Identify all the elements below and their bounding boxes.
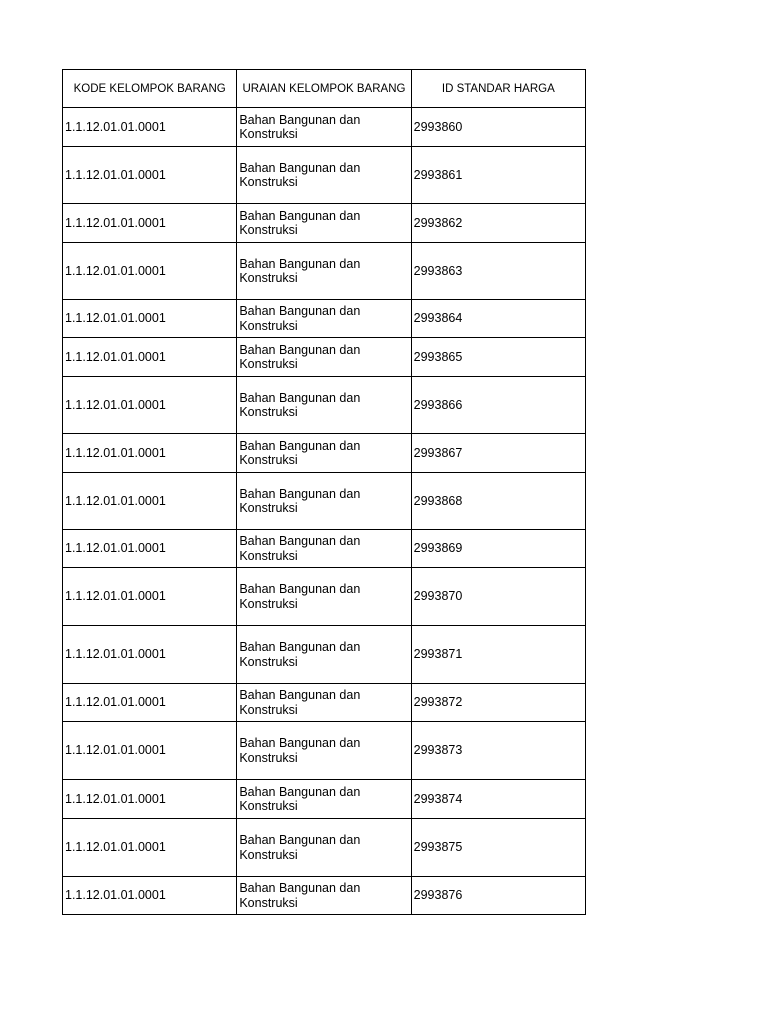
cell-uraian-kelompok-barang: [237, 877, 411, 915]
uraian-line-1: Bahan Bangunan dan: [239, 582, 361, 596]
uraian-line-2: Konstruksi: [239, 654, 298, 669]
cell-id-standar-harga: 2993863: [411, 243, 585, 300]
uraian-line-2: Konstruksi: [239, 318, 298, 333]
cell-id-standar-harga: 2993869: [411, 530, 585, 568]
cell-id-standar-harga: 2993862: [411, 204, 585, 243]
cell-uraian-kelompok-barang: [237, 780, 411, 819]
uraian-line-2: Konstruksi: [239, 596, 298, 611]
cell-id-standar-harga: 2993871: [411, 626, 585, 684]
cell-id-standar-harga: 2993867: [411, 434, 585, 473]
table-row: [63, 434, 586, 473]
uraian-line-2: Konstruksi: [239, 405, 298, 419]
uraian-line-2: Konstruksi: [239, 501, 298, 515]
table-row: [63, 300, 586, 338]
header-row: [63, 70, 586, 108]
uraian-line-2: Konstruksi: [239, 895, 298, 910]
cell-uraian-kelompok-barang: [237, 300, 411, 338]
uraian-line-2: Konstruksi: [239, 453, 298, 467]
cell-uraian-kelompok-barang: [237, 819, 411, 877]
uraian-line-2: Konstruksi: [239, 357, 298, 371]
cell-id-standar-harga: 2993876: [411, 877, 585, 915]
cell-kode-kelompok-barang: 1.1.12.01.01.0001: [63, 377, 237, 434]
uraian-line-1: Bahan Bangunan dan: [239, 640, 361, 654]
cell-uraian-kelompok-barang: [237, 147, 411, 204]
cell-uraian-kelompok-barang: [237, 204, 411, 243]
table-row: [63, 530, 586, 568]
uraian-line-1: Bahan Bangunan dan: [239, 438, 361, 453]
table-row: [63, 722, 586, 780]
table-header: [63, 70, 586, 108]
table-row: [63, 819, 586, 877]
cell-kode-kelompok-barang: 1.1.12.01.01.0001: [63, 568, 237, 626]
uraian-line-2: Konstruksi: [239, 548, 298, 563]
table-row: [63, 684, 586, 722]
cell-uraian-kelompok-barang: [237, 684, 411, 722]
uraian-line-1: Bahan Bangunan dan: [239, 112, 361, 127]
cell-uraian-kelompok-barang: [237, 108, 411, 147]
cell-uraian-kelompok-barang: [237, 377, 411, 434]
cell-id-standar-harga: 2993874: [411, 780, 585, 819]
cell-id-standar-harga: 2993861: [411, 147, 585, 204]
uraian-line-1: Bahan Bangunan dan: [239, 304, 361, 318]
cell-kode-kelompok-barang: 1.1.12.01.01.0001: [63, 338, 237, 377]
uraian-line-1: Bahan Bangunan dan: [239, 534, 361, 548]
uraian-line-1: Bahan Bangunan dan: [239, 160, 361, 175]
header-kode-kelompok-barang: KODE KELOMPOK BARANG: [63, 70, 237, 108]
cell-kode-kelompok-barang: 1.1.12.01.01.0001: [63, 780, 237, 819]
table-row: [63, 147, 586, 204]
cell-uraian-kelompok-barang: [237, 434, 411, 473]
table-row: [63, 377, 586, 434]
uraian-line-1: Bahan Bangunan dan: [239, 486, 361, 501]
cell-id-standar-harga: 2993875: [411, 819, 585, 877]
cell-kode-kelompok-barang: 1.1.12.01.01.0001: [63, 530, 237, 568]
cell-id-standar-harga: 2993870: [411, 568, 585, 626]
uraian-line-1: Bahan Bangunan dan: [239, 208, 361, 223]
cell-kode-kelompok-barang: 1.1.12.01.01.0001: [63, 243, 237, 300]
uraian-line-2: Konstruksi: [239, 223, 298, 237]
table-row: [63, 568, 586, 626]
uraian-line-1: Bahan Bangunan dan: [239, 688, 361, 702]
uraian-line-1: Bahan Bangunan dan: [239, 833, 361, 847]
cell-kode-kelompok-barang: 1.1.12.01.01.0001: [63, 108, 237, 147]
cell-id-standar-harga: 2993872: [411, 684, 585, 722]
cell-id-standar-harga: 2993868: [411, 473, 585, 530]
cell-id-standar-harga: 2993860: [411, 108, 585, 147]
header-id-standar-harga: ID STANDAR HARGA: [411, 70, 585, 108]
cell-kode-kelompok-barang: 1.1.12.01.01.0001: [63, 877, 237, 915]
cell-kode-kelompok-barang: 1.1.12.01.01.0001: [63, 819, 237, 877]
cell-id-standar-harga: 2993865: [411, 338, 585, 377]
cell-kode-kelompok-barang: 1.1.12.01.01.0001: [63, 300, 237, 338]
cell-uraian-kelompok-barang: [237, 338, 411, 377]
cell-kode-kelompok-barang: 1.1.12.01.01.0001: [63, 147, 237, 204]
uraian-line-2: Konstruksi: [239, 175, 298, 189]
uraian-line-2: Konstruksi: [239, 702, 298, 717]
uraian-line-1: Bahan Bangunan dan: [239, 342, 361, 357]
cell-uraian-kelompok-barang: [237, 530, 411, 568]
cell-id-standar-harga: 2993866: [411, 377, 585, 434]
uraian-line-1: Bahan Bangunan dan: [239, 881, 361, 895]
uraian-line-1: Bahan Bangunan dan: [239, 390, 361, 405]
table-row: [63, 108, 586, 147]
uraian-line-1: Bahan Bangunan dan: [239, 256, 361, 271]
cell-id-standar-harga: 2993864: [411, 300, 585, 338]
uraian-line-1: Bahan Bangunan dan: [239, 736, 361, 750]
uraian-line-2: Konstruksi: [239, 271, 298, 285]
uraian-line-2: Konstruksi: [239, 127, 298, 141]
uraian-line-2: Konstruksi: [239, 750, 298, 765]
uraian-line-2: Konstruksi: [239, 847, 298, 862]
table-row: [63, 626, 586, 684]
uraian-line-1: Bahan Bangunan dan: [239, 784, 361, 799]
table-body: [63, 108, 586, 915]
uraian-line-2: Konstruksi: [239, 799, 298, 813]
cell-uraian-kelompok-barang: [237, 568, 411, 626]
cell-uraian-kelompok-barang: [237, 626, 411, 684]
cell-uraian-kelompok-barang: [237, 243, 411, 300]
cell-kode-kelompok-barang: 1.1.12.01.01.0001: [63, 722, 237, 780]
cell-uraian-kelompok-barang: [237, 473, 411, 530]
cell-kode-kelompok-barang: 1.1.12.01.01.0001: [63, 626, 237, 684]
standar-harga-table: [62, 69, 586, 915]
table-row: [63, 243, 586, 300]
table-row: [63, 780, 586, 819]
table-row: [63, 204, 586, 243]
cell-kode-kelompok-barang: 1.1.12.01.01.0001: [63, 434, 237, 473]
cell-kode-kelompok-barang: 1.1.12.01.01.0001: [63, 684, 237, 722]
cell-id-standar-harga: 2993873: [411, 722, 585, 780]
cell-kode-kelompok-barang: 1.1.12.01.01.0001: [63, 473, 237, 530]
cell-kode-kelompok-barang: 1.1.12.01.01.0001: [63, 204, 237, 243]
table-row: [63, 877, 586, 915]
table-row: [63, 473, 586, 530]
table-row: [63, 338, 586, 377]
cell-uraian-kelompok-barang: [237, 722, 411, 780]
header-uraian-kelompok-barang: URAIAN KELOMPOK BARANG: [237, 70, 411, 108]
